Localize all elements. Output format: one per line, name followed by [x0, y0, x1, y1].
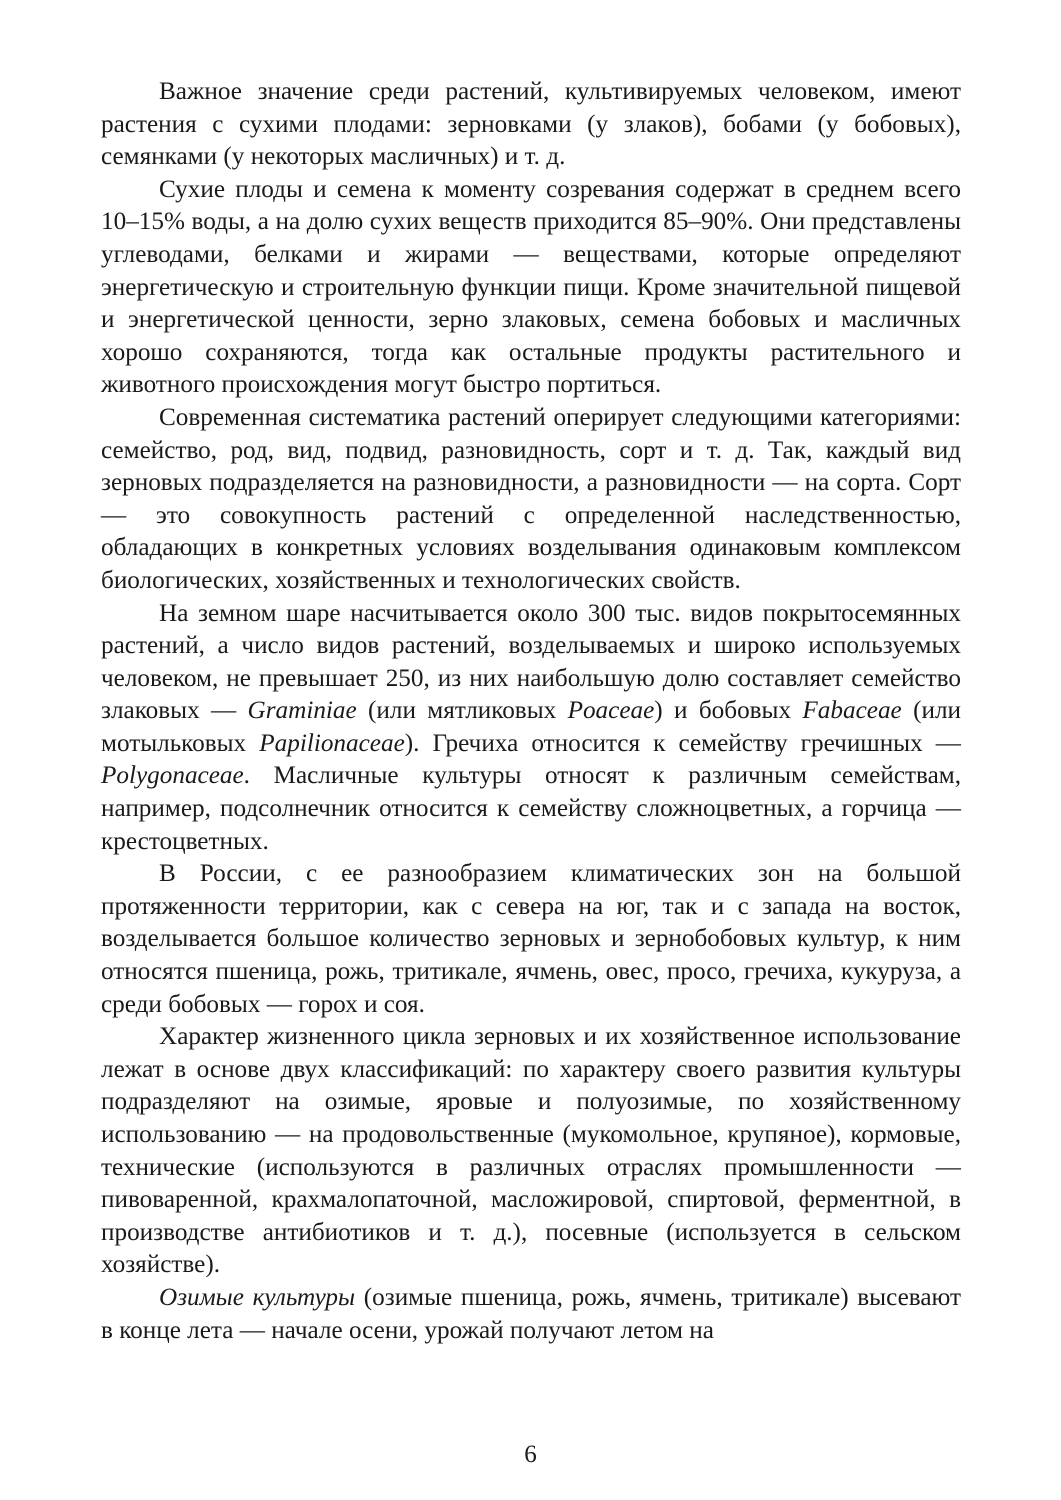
text-run: На земном шаре насчитывается около 300 тыс. видов покрытосемянных растений, а число видов растений, возделываемых и широко используемых человеком, не превышает 250, из них наибольшую долю составляет семейство злаковых — — [101, 599, 961, 725]
body-text — [101, 76, 961, 1347]
italic-term: Graminiae — [247, 697, 357, 725]
text-run: (или мятликовых — [356, 697, 568, 725]
text-run: ) и бобовых — [654, 697, 803, 725]
paragraph — [101, 1282, 961, 1347]
italic-term: Озимые культуры — [159, 1283, 356, 1311]
text-run: Современная систематика растений оперирует следующими категориями: семейство, род, вид, подвид, разновидность, сорт и т. д. Так, каждый вид зерновых подразделяется на разновидности, а разновидности — на сорта. Сорт — это совокупность растений с определенной наследственностью, обладающих в конкретных условиях возделывания одинаковым комплексом биологических, хозяйственных и технологических свойств. — [101, 403, 961, 594]
page-number: 6 — [524, 1441, 537, 1468]
paragraph — [101, 858, 961, 1021]
paragraph — [101, 76, 961, 174]
italic-term: Fabaceae — [802, 697, 902, 725]
text-run: Сухие плоды и семена к моменту созревания содержат в среднем всего 10–15% воды, а на долю сухих веществ приходится 85–90%. Они представлены углеводами, белками и жирами — веществами, которые определяют энергетическую и строительную функции пищи. Кроме значительной пищевой и энергетической ценности, зерно злаковых, семена бобовых и масличных хорошо сохраняются, тогда как остальные продукты растительного и животного происхождения могут быстро портиться. — [101, 175, 961, 399]
italic-term: Polygonaceae — [101, 762, 244, 790]
paragraph — [101, 174, 961, 402]
paragraph — [101, 598, 961, 859]
text-run: (озимые пшеница, рожь, ячмень, тритикале) высевают в конце лета — начале осени, урожай получают летом на — [101, 1283, 961, 1344]
italic-term: Papilionaceae — [259, 729, 405, 757]
text-run: Характер жизненного цикла зерновых и их хозяйственное использование лежат в основе двух классификаций: по характеру своего развития культуры подразделяют на озимые, яровые и полуозимые, по хозяйственному использованию — на продовольственные (мукомольное, крупяное), кормовые, технические (используются в различных отраслях промышленности — пивоваренной, крахмалопаточной, масложировой, спиртовой, ферментной, в производстве антибиотиков и т. д.), посевные (используется в сельском хозяйстве). — [101, 1023, 961, 1279]
text-run: Важное значение среди растений, культивируемых человеком, имеют растения с сухими плодами: зерновками (у злаков), бобами (у бобовых), семянками (у некоторых масличных) и т. д. — [101, 78, 961, 171]
paragraph — [101, 402, 961, 598]
text-run: (или мотыльковых — [101, 697, 961, 757]
text-run: В России, с ее разнообразием климатических зон на большой протяженности территории, как с севера на юг, так и с запада на восток, возделывается большое количество зерновых и зернобобовых культур, к ним относятся пшеница, рожь, тритикале, ячмень, овес, просо, гречиха, кукуруза, а среди бобовых — горох и соя. — [101, 860, 961, 1018]
text-run: . Масличные культуры относят к различным семействам, например, подсолнечник относится к семейству сложноцветных, а горчица — крестоцветных. — [101, 762, 961, 855]
text-run: ). Гречиха относится к семейству гречишных — — [404, 729, 961, 757]
paragraph — [101, 1021, 961, 1282]
italic-term: Poaceae — [567, 697, 655, 725]
